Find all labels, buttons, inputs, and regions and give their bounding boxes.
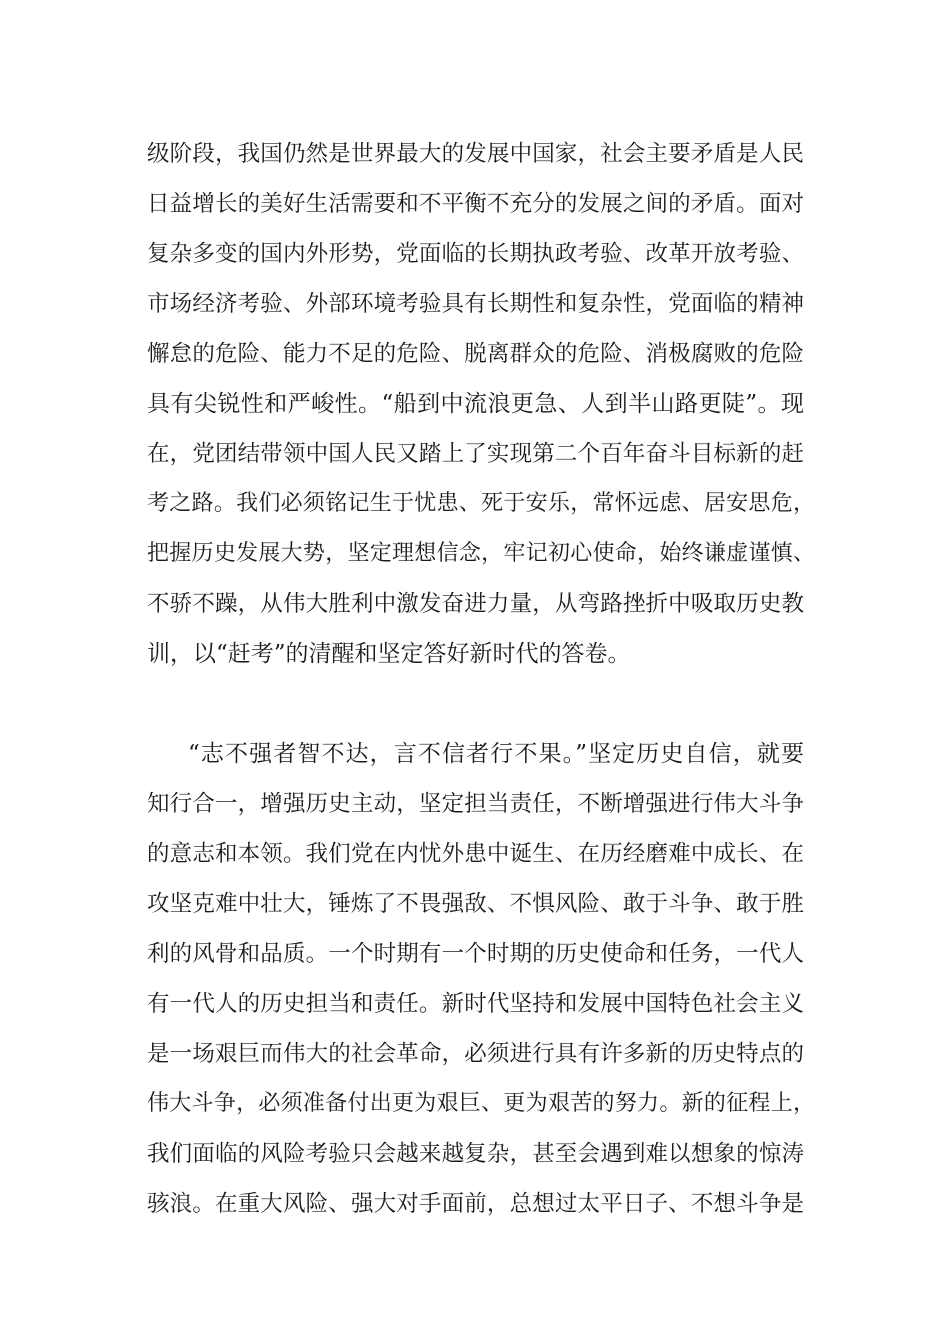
text-line: 具有尖锐性和严峻性。“船到中流浪更急、人到半山路更陡”。现: [147, 391, 804, 417]
text-line: 有一代人的历史担当和责任。新时代坚持和发展中国特色社会主义: [147, 991, 804, 1017]
text-line: 知行合一，增强历史主动，坚定担当责任，不断增强进行伟大斗争: [147, 791, 804, 817]
text-line: 不骄不躁，从伟大胜利中激发奋进力量，从弯路挫折中吸取历史教: [147, 591, 804, 617]
text-line: 考之路。我们必须铭记生于忧患、死于安乐，常怀远虑、居安思危，: [147, 491, 815, 516]
text-line: 我们面临的风险考验只会越来越复杂，甚至会遇到难以想象的惊涛: [147, 1141, 804, 1167]
text-line: 的意志和本领。我们党在内忧外患中诞生、在历经磨难中成长、在: [147, 841, 804, 867]
text-line: 日益增长的美好生活需要和不平衡不充分的发展之间的矛盾。面对: [147, 191, 804, 217]
text-line: 是一场艰巨而伟大的社会革命，必须进行具有许多新的历史特点的: [147, 1041, 804, 1067]
text-line: 骇浪。在重大风险、强大对手面前，总想过太平日子、不想斗争是: [147, 1191, 804, 1217]
text-line: 攻坚克难中壮大，锤炼了不畏强敌、不惧风险、敢于斗争、敢于胜: [147, 891, 804, 917]
text-line: 训，以“赶考”的清醒和坚定答好新时代的答卷。: [147, 641, 631, 667]
text-line: 把握历史发展大势，坚定理想信念，牢记初心使命，始终谦虚谨慎、: [147, 541, 815, 566]
text-line: “志不强者智不达，言不信者行不果。”坚定历史自信，就要: [188, 741, 804, 767]
text-line: 级阶段，我国仍然是世界最大的发展中国家，社会主要矛盾是人民: [147, 141, 804, 167]
text-line: 市场经济考验、外部环境考验具有长期性和复杂性，党面临的精神: [147, 291, 804, 317]
text-line: 在，党团结带领中国人民又踏上了实现第二个百年奋斗目标新的赶: [147, 441, 804, 467]
text-line: 伟大斗争，必须准备付出更为艰巨、更为艰苦的努力。新的征程上，: [147, 1091, 815, 1116]
text-line: 复杂多变的国内外形势，党面临的长期执政考验、改革开放考验、: [147, 241, 804, 267]
text-line: 懈怠的危险、能力不足的危险、脱离群众的危险、消极腐败的危险: [147, 341, 804, 367]
text-line: 利的风骨和品质。一个时期有一个时期的历史使命和任务，一代人: [147, 941, 804, 967]
